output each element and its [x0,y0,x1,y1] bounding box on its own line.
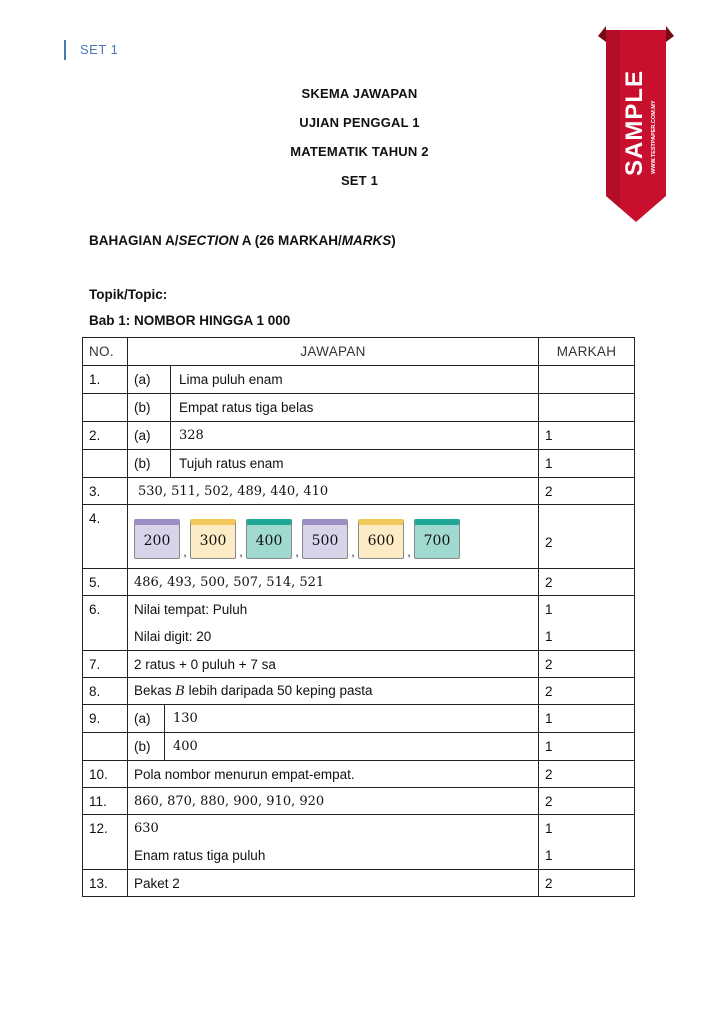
table-row: 11. 860, 870, 880, 900, 910, 920 2 [83,788,635,815]
ribbon-shade [606,30,620,208]
header-no: NO. [83,338,128,366]
table-row: 3. 530, 511, 502, 489, 440, 410 2 [83,478,635,505]
table-row: 9. (a) 130 1 [83,705,635,733]
table-row: 5. 486, 493, 500, 507, 514, 521 2 [83,569,635,596]
table-header-row [83,338,635,366]
ribbon-fold-right [666,26,674,42]
table-row: 12. 630 Enam ratus tiga puluh 1 1 [83,815,635,870]
ribbon-main-text: SAMPLE [621,69,648,176]
sample-ribbon [598,26,674,222]
header-marks: MARKAH [539,338,635,366]
chapter-label: Bab 1: NOMBOR HINGGA 1 000 [89,313,291,328]
table-row: (b) Empat ratus tiga belas [83,394,635,422]
number-card: 300 [190,519,236,559]
number-card: 200 [134,519,180,559]
number-card: 500 [302,519,348,559]
title-skema: SKEMA JAWAPAN [301,86,418,101]
table-row: 8. Bekas B lebih daripada 50 keping pasta 2 [83,678,635,705]
table-row: 1. (a) Lima puluh enam [83,366,635,394]
table-row: 13. Paket 2 2 [83,870,635,897]
table-row: (b) Tujuh ratus enam 1 [83,450,635,478]
topic-label: Topik/Topic: [89,287,168,302]
header-answer: JAWAPAN [128,338,539,366]
number-card: 700 [414,519,460,559]
title-matematik: MATEMATIK TAHUN 2 [290,144,429,159]
number-cards: 200 , 300 , 400 , 500 , 600 , 700 [128,515,538,559]
ribbon-sub-text: WWW.TESTPAPER.COM.MY [651,100,657,174]
number-card: 400 [246,519,292,559]
number-card: 600 [358,519,404,559]
answer-table [82,337,635,897]
ribbon-fold [598,26,606,42]
table-row: (b) 400 1 [83,733,635,761]
table-row: 10. Pola nombor menurun empat-empat. 2 [83,761,635,788]
table-row: 4. 200 , 300 , 400 , 500 , 600 , 700 2 [83,505,635,569]
set-tag: SET 1 [64,40,118,60]
table-row: 6. Nilai tempat: Puluh Nilai digit: 20 1 1 [83,596,635,651]
table-row: 2. (a) 328 1 [83,422,635,450]
section-heading: BAHAGIAN A/SECTION A (26 MARKAH/MARKS) [89,233,396,248]
title-ujian: UJIAN PENGGAL 1 [299,115,420,130]
title-set: SET 1 [340,173,379,188]
table-row: 7. 2 ratus + 0 puluh + 7 sa 2 [83,651,635,678]
